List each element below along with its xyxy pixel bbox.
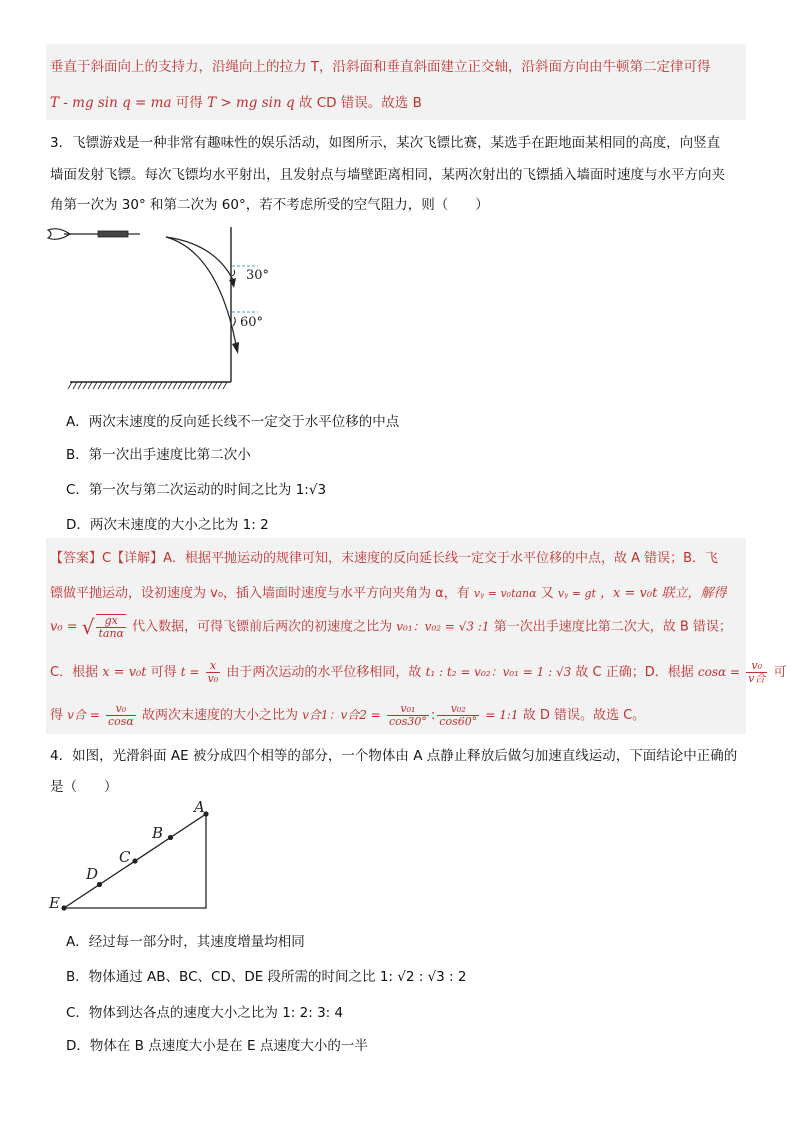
q4-option-c: C．物体到达各点的速度大小之比为 1: 2: 3: 4 [66,1005,344,1021]
hatch-mark [198,382,202,389]
hatch-mark [153,382,157,389]
q3-answer-line-1: 【答案】C【详解】A．根据平抛运动的规律可知，末速度的反向延长线一定交于水平位移的中点，故 A 错误；B．飞 [50,551,719,566]
hatch-mark [123,382,127,389]
q4-stem-line-1: 4．如图，光滑斜面 AE 被分成四个相等的部分，一个物体由 A 点静止释放后做匀加速直线运动，下面结论中正确的 [50,748,738,764]
q3-dart-figure [44,222,284,392]
hatch-mark [183,382,187,389]
hatch-mark [88,382,92,389]
hatch-mark [113,382,117,389]
q3-stem-line-1: 3．飞镖游戏是一种非常有趣味性的娱乐活动，如图所示，某次飞镖比赛，某选手在距地面某相同的高度，向竖直 [50,135,721,151]
hatch-mark [98,382,102,389]
previous-answer-line-1: 垂直于斜面向上的支持力，沿绳向上的拉力 T，沿斜面和垂直斜面建立正交轴，沿斜面方向由牛顿第二定律可得 [50,59,711,75]
point-c [132,858,137,863]
hatch-mark [133,382,137,389]
arrow-head-1 [229,278,236,288]
hatch-mark [178,382,182,389]
hatch-mark [163,382,167,389]
hatch-mark [213,382,217,389]
label-a: A [194,800,205,816]
label-b: B [152,824,164,842]
point-e [61,905,66,910]
hatch-mark [168,382,172,389]
q3-answer-line-4: C．根据 x = v₀t 可得 t = $\frac{x}{\text{v₀}}$ 由于两次运动的水平位移相同，故 t₁ : t₂ = v₀₂：v₀₁ = 1 : √3 故 C 正确；D．根据 cosα = $\frac{\text{v₀}}{\text{v合}}$ 可 [50,659,787,685]
q4-stem-line-2: 是（ ） [50,779,118,795]
label-e: E [49,894,60,912]
q3-option-d: D．两次末速度的大小之比为 1: 2 [66,517,269,533]
q3-option-b: B．第一次出手速度比第二次小 [66,447,251,463]
arrow-head-2 [232,342,239,354]
hatch-mark [223,382,227,389]
answer-tag: 【答案】C【详解】 [50,551,164,566]
q3-answer-line-3: v₀ = √ $\frac{gx}{\tan\alpha}$ 代入数据，可得飞镖前后两次的初速度之比为 v₀₁：v₀₂ = √3 :1 第一次出手速度比第二次大，故 B 错误； [50,614,732,640]
hatch-mark [143,382,147,389]
ground-hatch [68,382,227,389]
q3-stem-line-2: 墙面发射飞镖。每次飞镖均水平射出，且发射点与墙壁距离相同，某两次射出的飞镖插入墙面时速度与水平方向夹 [50,167,725,183]
q4-option-a: A．经过每一部分时，其速度增量均相同 [66,934,305,950]
hatch-mark [203,382,207,389]
angle-label-30: 30° [246,268,270,283]
q3-answer-line-5: 得 v合 = $\frac{\text{v₀}}{\cos\alpha}$ 故两次末速度的大小之比为 v合1：v合2 = $\frac{\text{v₀₁}}{\cos 30^\circ}$ : $\frac{\text{v₀₂}}{\cos 60^\circ}$ = 1:1 故 D 错误。故选 C。 [50,702,646,728]
hatch-mark [193,382,197,389]
hatch-mark [103,382,107,389]
hatch-mark [68,382,72,389]
angle-label-60: 60° [240,315,264,330]
label-c: C [119,848,131,866]
hatch-mark [173,382,177,389]
dart-icon [48,229,140,240]
hatch-mark [108,382,112,389]
equation-newton: T - mg sin q = ma [50,95,172,111]
q3-answer-line-2: 镖做平抛运动，设初速度为 v₀，插入墙面时速度与水平方向夹角为 α，有 vᵧ = v₀tanα 又 vᵧ = gt ，x = v₀t 联立，解得 [50,586,727,601]
hatch-mark [208,382,212,389]
hatch-mark [158,382,162,389]
q4-option-d: D．物体在 B 点速度大小是在 E 点速度大小的一半 [66,1038,368,1054]
hatch-mark [78,382,82,389]
hatch-mark [128,382,132,389]
label-d: D [86,865,99,883]
equation-tension: T > mg sin q [207,95,295,111]
hatch-mark [148,382,152,389]
hatch-mark [218,382,222,389]
hatch-mark [83,382,87,389]
q3-stem-line-3: 角第一次为 30° 和第二次为 60°，若不考虑所受的空气阻力，则（ ） [50,197,489,213]
hatch-mark [118,382,122,389]
q4-option-b: B．物体通过 AB、BC、CD、DE 段所需的时间之比 1: √2 : √3 : 2 [66,969,467,985]
previous-answer-line-2: T - mg sin q = ma 可得 T > mg sin q 故 CD 错误。故选 B [50,95,422,111]
hatch-mark [188,382,192,389]
q3-option-c: C．第一次与第二次运动的时间之比为 1:√3 [66,482,327,498]
q4-incline-figure [46,800,226,920]
q3-option-a: A．两次末速度的反向延长线不一定交于水平位移的中点 [66,414,400,430]
point-b [168,835,173,840]
trajectory-60 [166,237,237,350]
hatch-mark [93,382,97,389]
hatch-mark [73,382,77,389]
hatch-mark [138,382,142,389]
